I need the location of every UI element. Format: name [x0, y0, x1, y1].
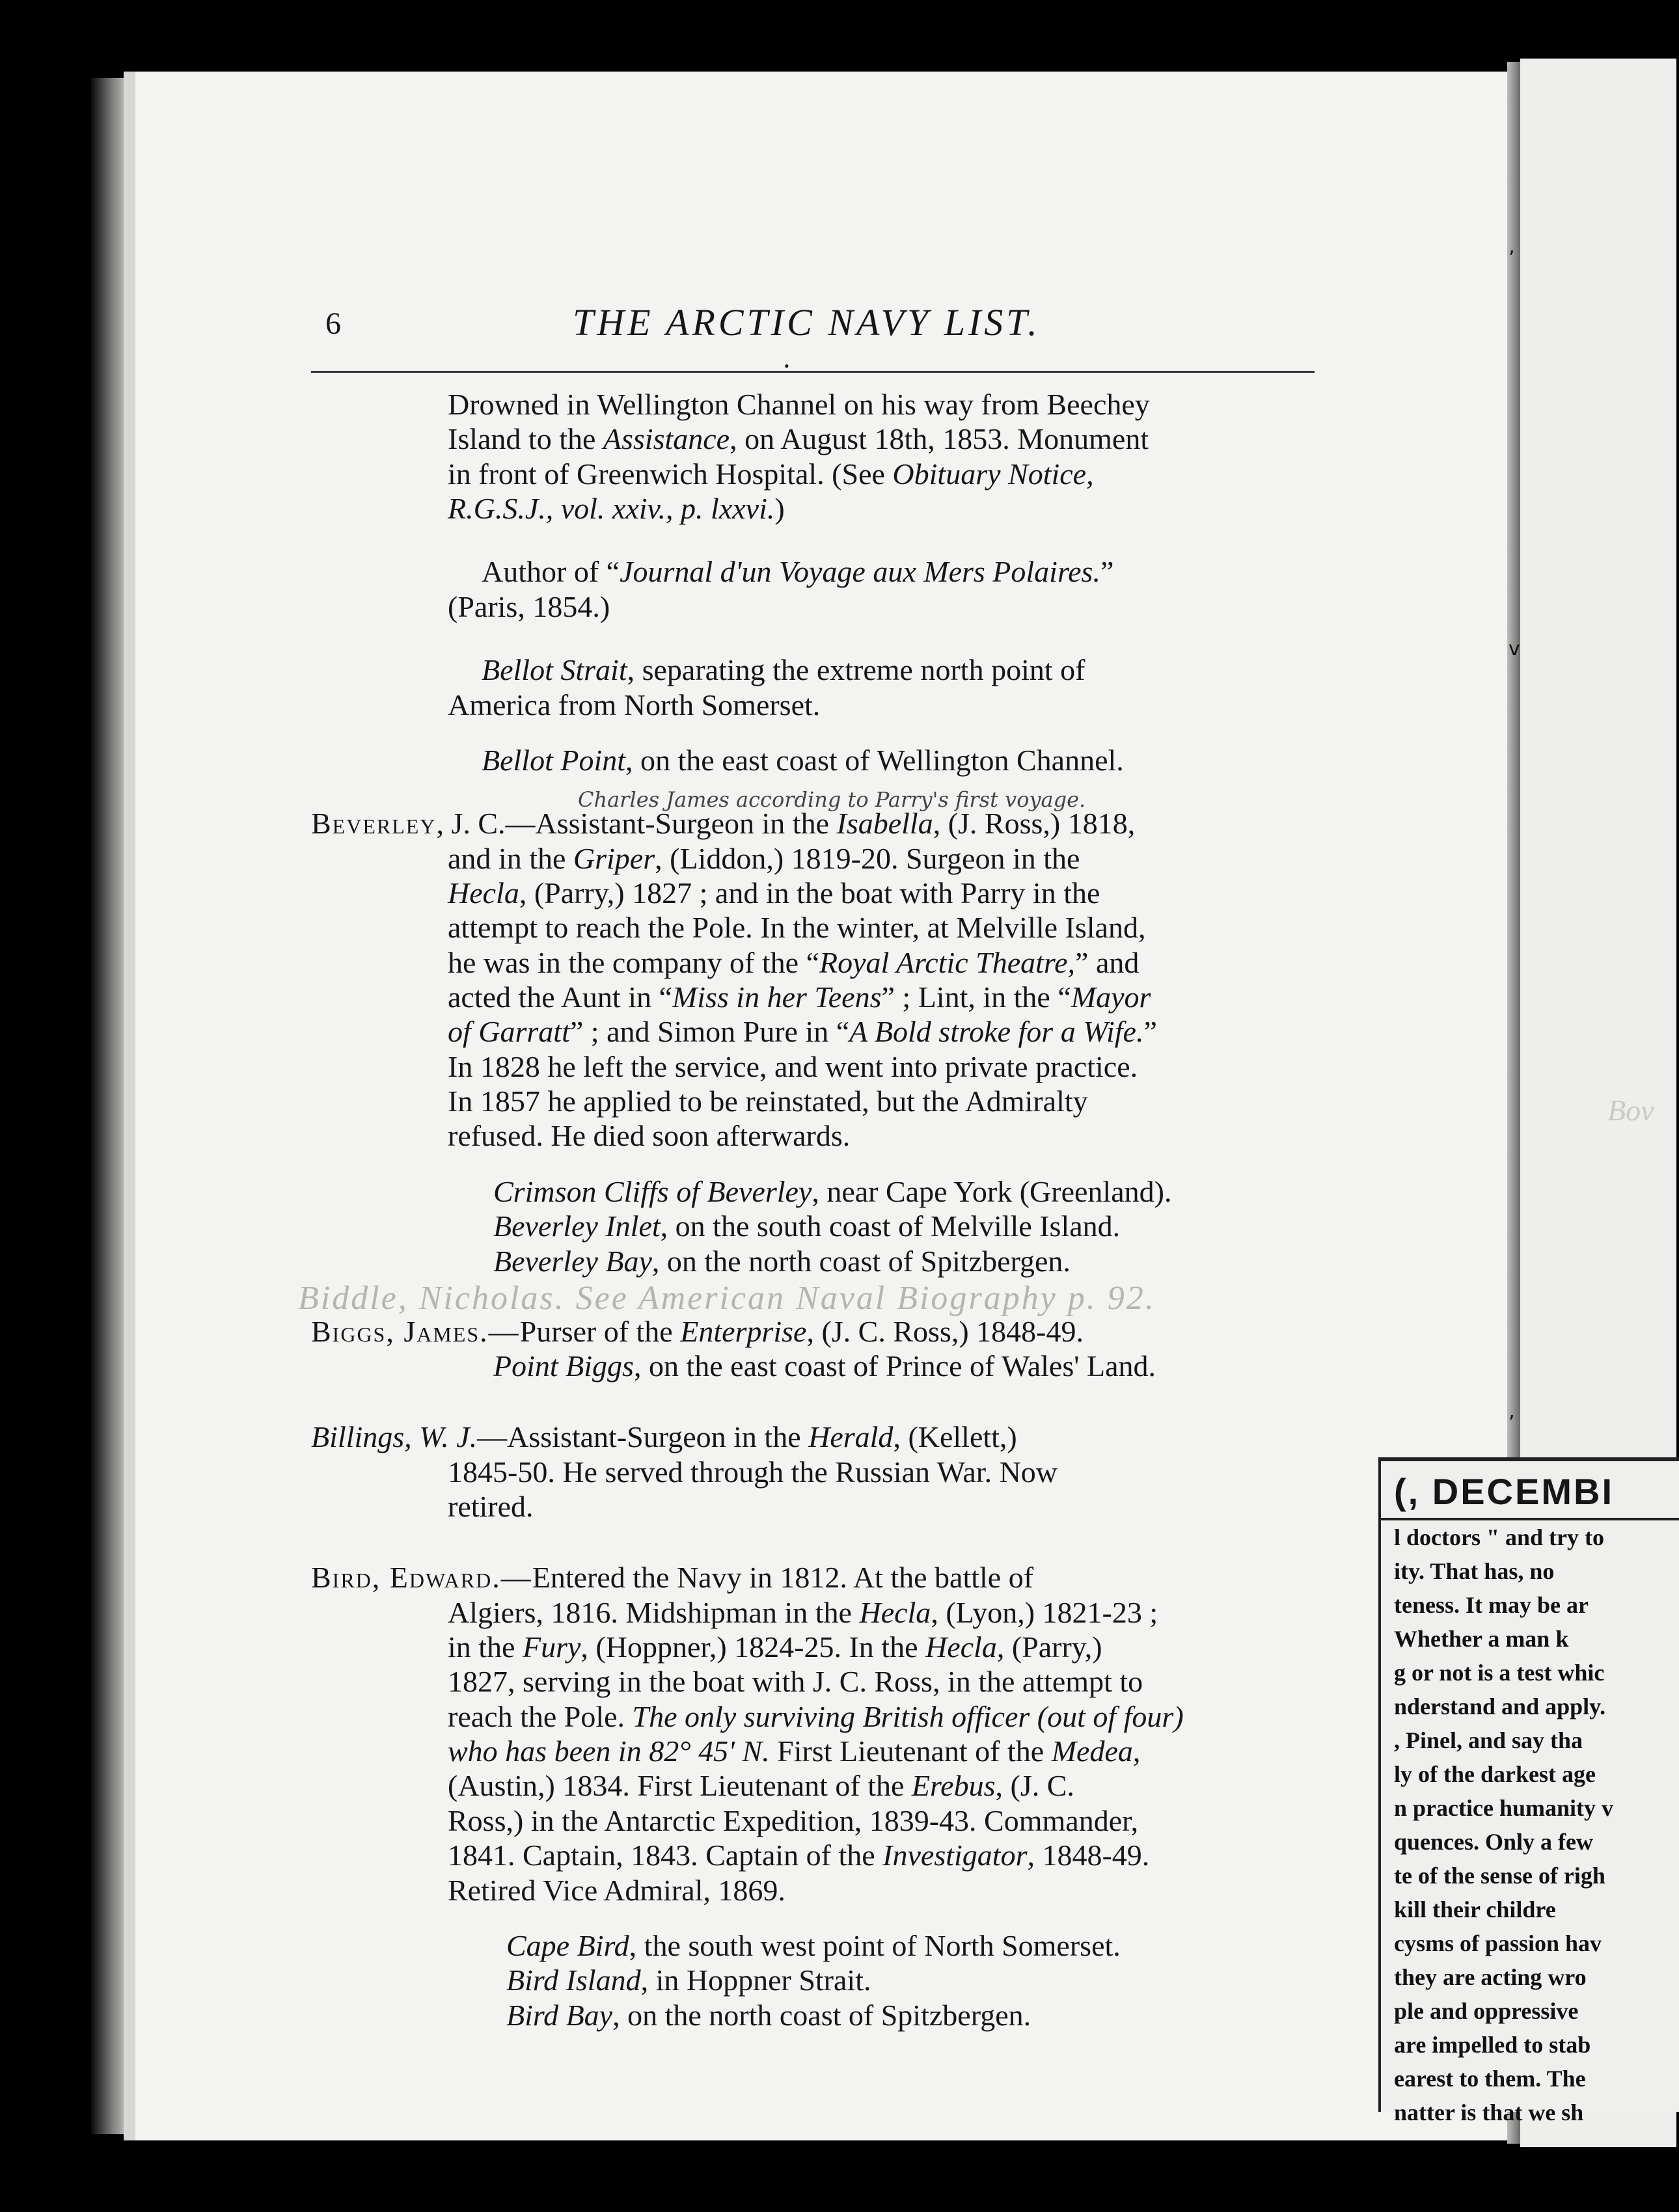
header-rule: [311, 371, 1315, 373]
clipping-line: natter is that we sh: [1394, 2099, 1584, 2125]
place-name-line: Bellot Strait, separating the extreme north point of: [482, 653, 1085, 687]
text-line: Drowned in Wellington Channel on his way from Beechey: [448, 388, 1150, 421]
clipping-line: g or not is a test whic: [1394, 1660, 1605, 1686]
place-name-line: Bird Island, in Hoppner Strait.: [506, 1963, 871, 1997]
text-line: Hecla, (Parry,) 1827 ; and in the boat with Parry in the: [448, 876, 1100, 910]
clipping-line: , Pinel, and say tha: [1394, 1727, 1583, 1753]
text-line: In 1828 he left the service, and went into private practice.: [448, 1049, 1138, 1083]
place-name-line: Crimson Cliffs of Beverley, near Cape York (Greenland).: [493, 1174, 1172, 1208]
clipping-line: Whether a man k: [1394, 1626, 1569, 1652]
text-line: Bird, Edward.—Entered the Navy in 1812. At the battle of: [311, 1561, 1034, 1595]
text-line: Algiers, 1816. Midshipman in the Hecla, (Lyon,) 1821-23 ;: [448, 1595, 1158, 1629]
clipping-line: ly of the darkest age: [1394, 1761, 1596, 1787]
entry-biggs: [311, 1314, 1326, 1384]
text-line: Author of “Journal d'un Voyage aux Mers Polaires.”: [482, 555, 1114, 589]
place-name-line: Bellot Point, on the east coast of Wellington Channel.: [482, 743, 1124, 777]
place-name-line: Point Biggs, on the east coast of Prince of Wales' Land.: [493, 1349, 1156, 1382]
clipping-line: ple and oppressive: [1394, 1998, 1579, 2024]
text-line: 1827, serving in the boat with J. C. Ross, in the attempt to: [448, 1665, 1143, 1699]
text-line: In 1857 he applied to be reinstated, but the Admiralty: [448, 1085, 1088, 1118]
text-line: Billings, W. J.—Assistant-Surgeon in the Herald, (Kellett,): [311, 1420, 1017, 1454]
facing-page-tick: v: [1508, 638, 1520, 660]
text-line: R.G.S.J., vol. xxiv., p. lxxvi.): [448, 492, 785, 526]
entry-bellot: [311, 387, 1326, 777]
clipping-line: they are acting wro: [1394, 1964, 1587, 1990]
text-line: Retired Vice Admiral, 1869.: [448, 1873, 785, 1907]
text-line: 1845-50. He served through the Russian War. Now: [448, 1455, 1058, 1489]
pencil-annotation-biddle: Biddle, Nicholas. See American Naval Biography p. 92.: [298, 1279, 1156, 1317]
entry-bird: [311, 1560, 1326, 2032]
place-name-line: Beverley Bay, on the north coast of Spitzbergen.: [493, 1244, 1071, 1278]
place-name-line: Cape Bird, the south west point of North Somerset.: [506, 1928, 1121, 1962]
clipping-line: ity. That has, no: [1394, 1558, 1555, 1584]
text-line: retired.: [448, 1489, 534, 1523]
clipping-line: kill their childre: [1394, 1896, 1556, 1922]
margin-pencil-mark: Bov: [1607, 1094, 1654, 1127]
entry-beverley: [311, 789, 1326, 1278]
text-line: refused. He died soon afterwards.: [448, 1119, 851, 1153]
text-line: America from North Somerset.: [448, 688, 821, 722]
text-line: (Paris, 1854.): [448, 589, 610, 623]
handwritten-annotation: Charles James according to Parry's first voyage.: [578, 787, 1086, 813]
text-line: in front of Greenwich Hospital. (See Obituary Notice,: [448, 457, 1094, 491]
text-line: (Austin,) 1834. First Lieutenant of the Erebus, (J. C.: [448, 1769, 1074, 1803]
text-line: who has been in 82° 45' N. First Lieutenant of the Medea,: [448, 1734, 1141, 1768]
facing-page-tick: ’: [1508, 247, 1515, 270]
clipping-line: are impelled to stab: [1394, 2032, 1591, 2058]
text-line: Island to the Assistance, on August 18th, 1853. Monument: [448, 422, 1149, 456]
text-line: acted the Aunt in “Miss in her Teens” ; Lint, in the “Mayor: [448, 980, 1151, 1014]
entry-billings: [311, 1420, 1326, 1524]
newspaper-clipping: [1378, 1457, 1679, 2125]
text-line: of Garratt” ; and Simon Pure in “A Bold stroke for a Wife.”: [448, 1015, 1157, 1049]
page-number: 6: [325, 306, 341, 341]
clipping-line: nderstand and apply.: [1394, 1693, 1606, 1720]
clipping-text: [1381, 1520, 1679, 2129]
clipping-line: te of the sense of righ: [1394, 1863, 1605, 1889]
header-rule-dot: •: [784, 358, 789, 374]
running-head: THE ARCTIC NAVY LIST.: [573, 301, 1041, 344]
text-line: and in the Griper, (Liddon,) 1819-20. Surgeon in the: [448, 841, 1080, 875]
text-line: reach the Pole. The only surviving British officer (out of four): [448, 1699, 1184, 1733]
text-line: Biggs, James.—Purser of the Enterprise, (J. C. Ross,) 1848-49.: [311, 1314, 1084, 1348]
page-body: [298, 387, 1326, 2032]
clipping-line: quences. Only a few: [1394, 1829, 1593, 1855]
text-line: Ross,) in the Antarctic Expedition, 1839-43. Commander,: [448, 1803, 1139, 1837]
clipping-line: l doctors " and try to: [1394, 1524, 1604, 1550]
clipping-line: n practice humanity v: [1394, 1795, 1613, 1821]
text-line: in the Fury, (Hoppner,) 1824-25. In the Hecla, (Parry,): [448, 1630, 1102, 1664]
text-line: attempt to reach the Pole. In the winter, at Melville Island,: [448, 911, 1146, 945]
clipping-line: teness. It may be ar: [1394, 1592, 1589, 1618]
place-name-line: Beverley Inlet, on the south coast of Melville Island.: [493, 1209, 1121, 1243]
text-line: Beverley, J. C.—Assistant-Surgeon in the Isabella, (J. Ross,) 1818,: [311, 807, 1136, 841]
clipping-headline: (, DECEMBI: [1381, 1461, 1679, 1520]
clipping-line: earest to them. The: [1394, 2066, 1586, 2092]
clipping-line: cysms of passion hav: [1394, 1930, 1602, 1956]
text-line: he was in the company of the “Royal Arctic Theatre,” and: [448, 945, 1140, 979]
text-line: 1841. Captain, 1843. Captain of the Investigator, 1848-49.: [448, 1839, 1150, 1872]
facing-page-tick: ’: [1508, 1412, 1515, 1435]
place-name-line: Bird Bay, on the north coast of Spitzbergen.: [506, 1998, 1031, 2032]
